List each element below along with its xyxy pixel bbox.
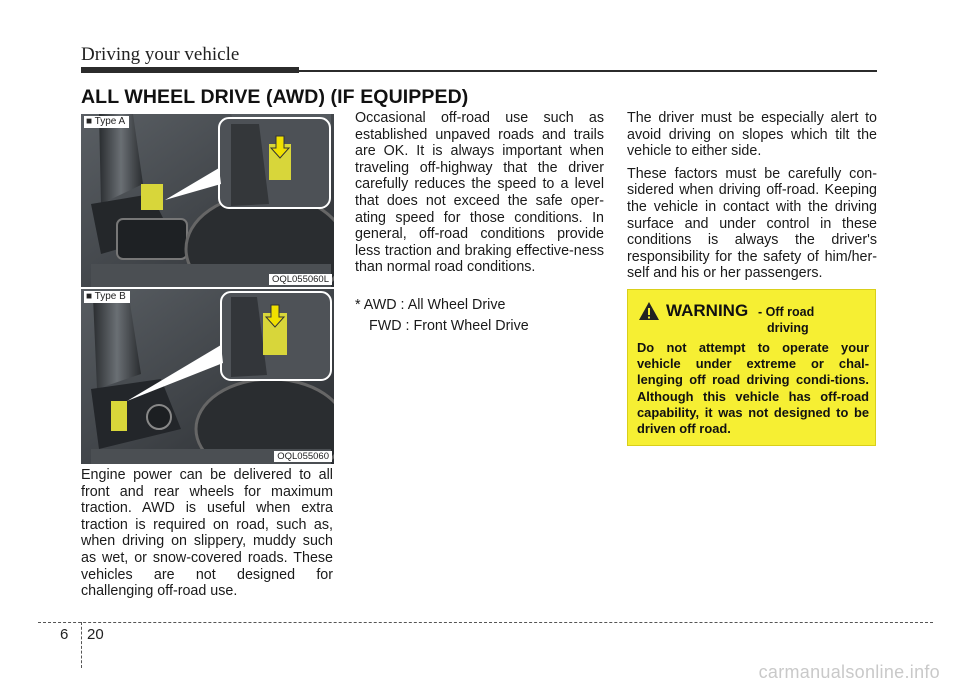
warning-triangle-icon bbox=[638, 301, 660, 321]
abbr-fwd: FWD : Front Wheel Drive bbox=[369, 318, 529, 334]
figure-type-a bbox=[81, 114, 334, 287]
warning-subtitle-1: - Off road bbox=[758, 305, 815, 319]
header-rule-thick bbox=[81, 67, 299, 73]
warning-subtitle-2: driving bbox=[767, 321, 809, 335]
figure-type-label-b: ■ Type B bbox=[84, 291, 130, 303]
abbr-awd: * AWD : All Wheel Drive bbox=[355, 297, 506, 313]
page-header-title: Driving your vehicle bbox=[81, 44, 240, 65]
warning-body: Do not attempt to operate your vehicle under extreme or chal-lenging off road driving condi-tions. Although this vehicle has off-road capability, it was not designed to be driven off road. bbox=[637, 340, 869, 437]
col3-paragraph-2: These factors must be carefully con-sidered when driving off-road. Keeping the vehicle in contact with the driving surface and under control in these conditions is always the driver's responsibility for the safety of him/her-self and his or her passengers. bbox=[627, 165, 877, 282]
footer-rule bbox=[38, 622, 933, 623]
section-title: ALL WHEEL DRIVE (AWD) (IF EQUIPPED) bbox=[81, 86, 469, 108]
col2-paragraph: Occasional off-road use such as established unpaved roads and trails are OK. It is always important when traveling off-highway that the driver carefully reduces the speed to a level that does not exceed the safe oper-ating speed for those conditions. In general, off-road conditions provide less traction and braking effective-ness than normal road conditions. bbox=[355, 110, 604, 276]
col3-paragraph-1: The driver must be especially alert to avoid driving on slopes which tilt the vehicle to either side. bbox=[627, 110, 877, 160]
warning-word: WARNING bbox=[666, 301, 749, 320]
awd-switch-photo-a bbox=[81, 114, 334, 287]
warning-box bbox=[627, 289, 876, 446]
header-rule-thin bbox=[299, 70, 877, 72]
footer-chapter: 6 bbox=[60, 626, 69, 643]
watermark: carmanualsonline.info bbox=[758, 662, 940, 682]
figure-code-b: OQL055060 bbox=[274, 451, 332, 462]
col1-paragraph: Engine power can be delivered to all front and rear wheels for maximum traction. AWD is useful when extra traction is required on road, such as, when driving on slippery, muddy such as wet, or snow-covered roads. These vehicles are not designed for challenging off-road use. bbox=[81, 467, 333, 600]
col3-text bbox=[627, 110, 877, 288]
figure-code-a: OQL055060L bbox=[269, 274, 332, 285]
footer-divider bbox=[81, 622, 82, 668]
awd-switch-photo-b bbox=[81, 289, 334, 464]
footer-page-number: 20 bbox=[87, 626, 104, 643]
figure-type-label-a: ■ Type A bbox=[84, 116, 129, 128]
figure-type-b bbox=[81, 289, 334, 464]
